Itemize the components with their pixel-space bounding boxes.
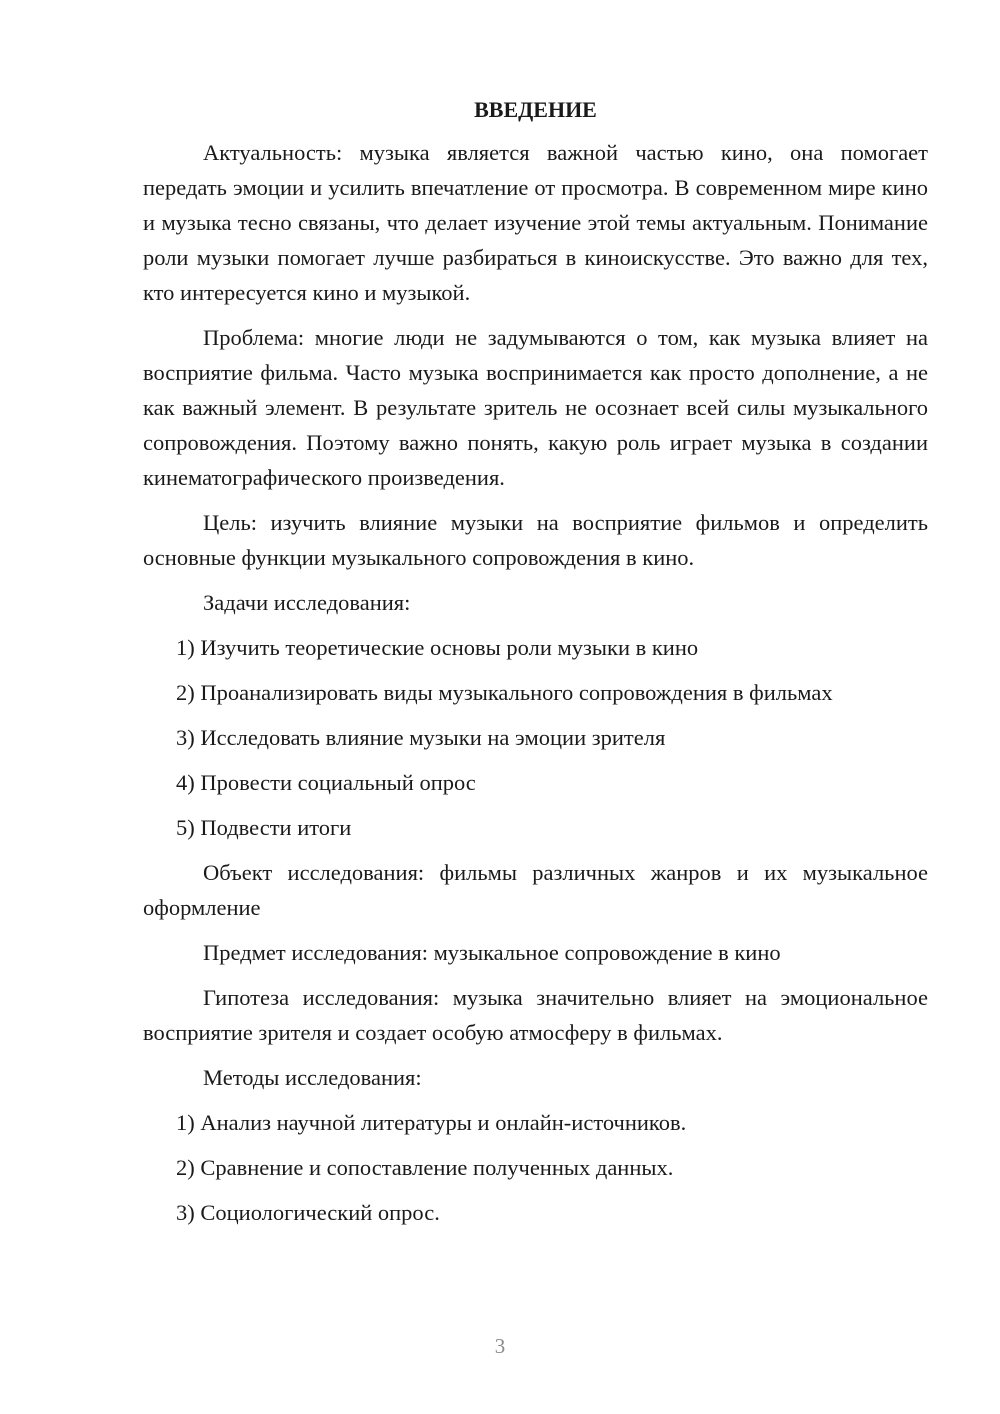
hypothesis-paragraph: Гипотеза исследования: музыка значительно влияет на эмоциональное восприятие зрителя и создает особую атмосферу в фильмах. — [143, 985, 928, 1045]
task-item: 5) Подвести итоги — [176, 815, 352, 840]
subject-paragraph: Предмет исследования: музыкальное сопровождение в кино — [203, 940, 781, 965]
section-title: ВВЕДЕНИЕ — [474, 97, 597, 122]
page-number: 3 — [494, 1334, 506, 1358]
method-item: 2) Сравнение и сопоставление полученных данных. — [176, 1155, 674, 1180]
goal-paragraph: Цель: изучить влияние музыки на восприятие фильмов и определить основные функции музыкального сопровождения в кино. — [143, 510, 928, 570]
actuality-paragraph: Актуальность: музыка является важной частью кино, она помогает передать эмоции и усилить впечатление от просмотра. В современном мире кино и музыка тесно связаны, что делает изучение этой темы актуальным. Понимание роли музыки помогает лучше разбираться в киноискусстве. Это важно для тех, кто интересуется кино и музыкой. — [143, 140, 928, 305]
task-item: 3) Исследовать влияние музыки на эмоции зрителя — [176, 725, 666, 750]
document-page — [143, 96, 928, 1240]
task-item: 2) Проанализировать виды музыкального сопровождения в фильмах — [176, 680, 833, 705]
methods-heading: Методы исследования: — [203, 1065, 422, 1090]
method-item: 1) Анализ научной литературы и онлайн-источников. — [176, 1110, 687, 1135]
task-item: 4) Провести социальный опрос — [176, 770, 476, 795]
method-item: 3) Социологический опрос. — [176, 1200, 440, 1225]
object-paragraph: Объект исследования: фильмы различных жанров и их музыкальное оформление — [143, 860, 928, 920]
problem-paragraph: Проблема: многие люди не задумываются о том, как музыка влияет на восприятие фильма. Часто музыка воспринимается как просто дополнение, а не как важный элемент. В результате зритель не осознает всей силы музыкального сопровождения. Поэтому важно понять, какую роль играет музыка в создании кинематографического произведения. — [143, 325, 928, 490]
tasks-heading: Задачи исследования: — [203, 590, 411, 615]
task-item: 1) Изучить теоретические основы роли музыки в кино — [176, 635, 699, 660]
